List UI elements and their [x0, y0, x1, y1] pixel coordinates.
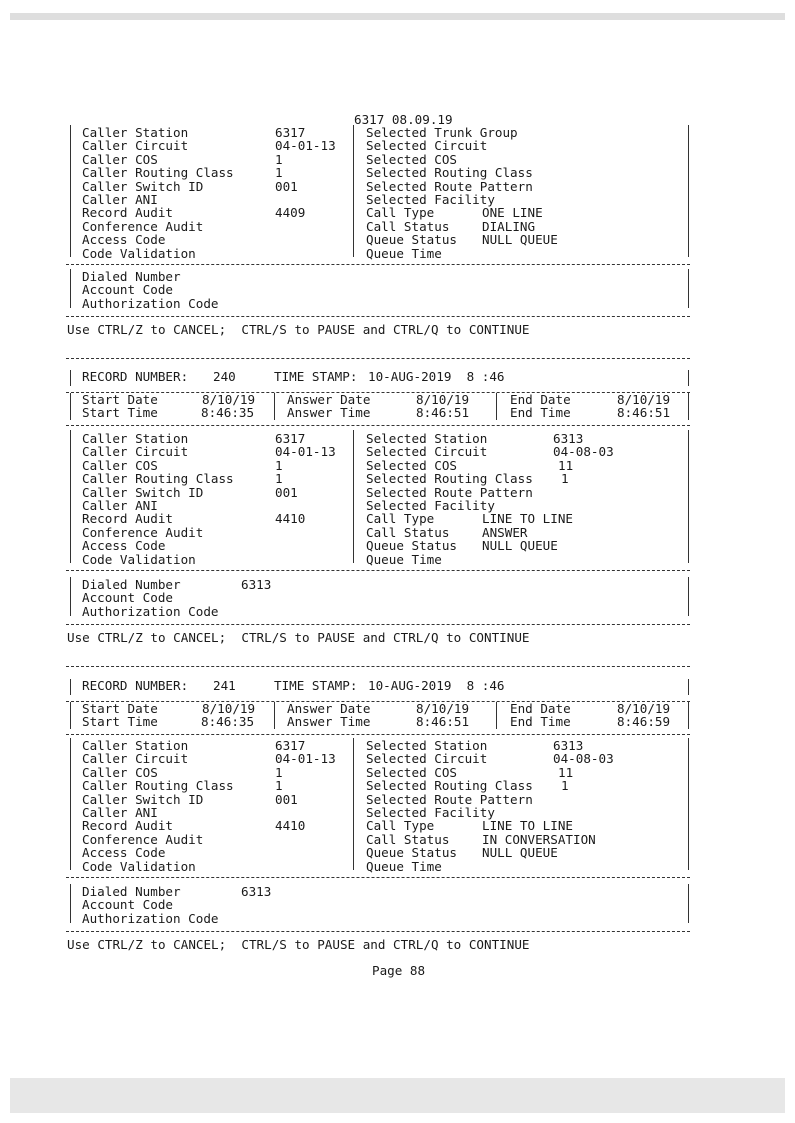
label-dialed-number: Dialed Number	[82, 269, 181, 284]
left-border	[70, 269, 71, 308]
label-answer-date: Answer Date	[287, 701, 371, 716]
value-record-number: 240	[213, 369, 236, 384]
value-selected-routing-class: 1	[561, 778, 569, 794]
label-caller-cos: Caller COS	[82, 151, 158, 167]
value-call-type: ONE LINE	[482, 205, 543, 221]
label-caller-circuit: Caller Circuit	[82, 138, 189, 154]
value-caller-circuit: 04-01-13	[275, 444, 336, 460]
right-border	[688, 430, 689, 563]
value-call-status: ANSWER	[482, 524, 528, 540]
right-border	[688, 125, 689, 257]
right-border	[688, 679, 689, 695]
value-answer-date: 8/10/19	[416, 392, 470, 407]
label-start-date: Start Date	[82, 701, 158, 716]
label-selected-circuit: Selected Circuit	[366, 138, 488, 154]
label-record-number: RECORD NUMBER:	[82, 678, 189, 693]
value-caller-cos: 1	[275, 764, 283, 780]
label-dialed-number: Dialed Number	[82, 577, 181, 592]
label-time-stamp: TIME STAMP:	[274, 369, 358, 384]
label-conference-audit: Conference Audit	[82, 218, 204, 234]
label-answer-time: Answer Time	[287, 405, 371, 421]
label-caller-routing-class: Caller Routing Class	[82, 471, 234, 487]
label-selected-circuit: Selected Circuit	[366, 751, 488, 767]
value-end-date: 8/10/19	[617, 392, 671, 407]
value-answer-date: 8/10/19	[416, 701, 470, 716]
value-caller-switch-id: 001	[275, 178, 298, 194]
value-caller-routing-class: 1	[275, 165, 283, 181]
times-separator	[496, 393, 497, 420]
cancel-pause-prompt: Use CTRL/Z to CANCEL; CTRL/S to PAUSE and CTRL/Q to CONTINUE	[67, 937, 530, 952]
label-selected-station: Selected Station	[366, 738, 488, 753]
right-border	[688, 702, 689, 729]
label-queue-time: Queue Time	[366, 858, 442, 874]
label-record-number: RECORD NUMBER:	[82, 369, 189, 384]
label-end-date: End Date	[510, 392, 571, 407]
value-time-stamp: 10-AUG-2019 8 :46	[368, 678, 505, 693]
times-separator	[274, 702, 275, 729]
left-border	[70, 430, 71, 563]
label-code-validation: Code Validation	[82, 245, 196, 261]
value-caller-cos: 1	[275, 151, 283, 167]
value-selected-cos: 11	[558, 457, 574, 473]
label-access-code: Access Code	[82, 232, 166, 248]
label-caller-circuit: Caller Circuit	[82, 751, 189, 767]
label-access-code: Access Code	[82, 845, 166, 861]
value-call-status: DIALING	[482, 218, 536, 234]
dashed-divider	[66, 316, 690, 317]
value-call-status: IN CONVERSATION	[482, 831, 596, 847]
value-caller-circuit: 04-01-13	[275, 751, 336, 767]
dashed-divider	[66, 734, 690, 735]
label-selected-routing-class: Selected Routing Class	[366, 471, 533, 487]
right-border	[688, 269, 689, 308]
label-record-audit: Record Audit	[82, 511, 173, 527]
label-queue-time: Queue Time	[366, 245, 442, 261]
label-call-type: Call Type	[366, 818, 435, 834]
label-call-status: Call Status	[366, 218, 450, 234]
label-caller-station: Caller Station	[82, 125, 189, 140]
label-end-time: End Time	[510, 714, 571, 730]
label-selected-routing-class: Selected Routing Class	[366, 778, 533, 794]
label-selected-cos: Selected COS	[366, 151, 457, 167]
left-border	[70, 738, 71, 870]
value-caller-station: 6317	[275, 738, 306, 753]
column-separator	[353, 125, 354, 257]
label-selected-route-pattern: Selected Route Pattern	[366, 178, 533, 194]
value-caller-station: 6317	[275, 431, 306, 446]
label-account-code: Account Code	[82, 282, 173, 298]
label-queue-time: Queue Time	[366, 551, 442, 567]
label-caller-switch-id: Caller Switch ID	[82, 484, 204, 500]
label-call-status: Call Status	[366, 831, 450, 847]
label-selected-circuit: Selected Circuit	[366, 444, 488, 460]
dashed-divider	[66, 877, 690, 878]
value-selected-circuit: 04-08-03	[553, 751, 614, 767]
value-dialed-number: 6313	[241, 884, 272, 899]
cancel-pause-prompt: Use CTRL/Z to CANCEL; CTRL/S to PAUSE and CTRL/Q to CONTINUE	[67, 322, 530, 337]
right-border	[688, 884, 689, 923]
label-record-audit: Record Audit	[82, 205, 173, 221]
cancel-pause-prompt: Use CTRL/Z to CANCEL; CTRL/S to PAUSE and CTRL/Q to CONTINUE	[67, 630, 530, 645]
value-answer-time: 8:46:51	[416, 714, 470, 730]
label-queue-status: Queue Status	[366, 845, 457, 861]
label-start-time: Start Time	[82, 405, 158, 421]
value-caller-switch-id: 001	[275, 484, 298, 500]
value-end-time: 8:46:51	[617, 405, 671, 421]
label-caller-circuit: Caller Circuit	[82, 444, 189, 460]
left-border	[70, 577, 71, 616]
label-caller-station: Caller Station	[82, 431, 189, 446]
label-selected-trunk-group: Selected Trunk Group	[366, 125, 518, 140]
label-code-validation: Code Validation	[82, 858, 196, 874]
label-selected-routing-class: Selected Routing Class	[366, 165, 533, 181]
label-caller-routing-class: Caller Routing Class	[82, 778, 234, 794]
right-border	[688, 577, 689, 616]
label-selected-facility: Selected Facility	[366, 805, 495, 820]
column-separator	[353, 738, 354, 870]
value-caller-cos: 1	[275, 457, 283, 473]
label-access-code: Access Code	[82, 538, 166, 554]
value-caller-circuit: 04-01-13	[275, 138, 336, 154]
label-end-time: End Time	[510, 405, 571, 421]
label-time-stamp: TIME STAMP:	[274, 678, 358, 693]
value-start-date: 8/10/19	[202, 392, 256, 407]
value-record-audit: 4410	[275, 818, 306, 834]
label-authorization-code: Authorization Code	[82, 910, 219, 926]
dashed-divider	[66, 666, 690, 667]
value-record-audit: 4409	[275, 205, 306, 221]
value-selected-station: 6313	[553, 738, 584, 753]
label-conference-audit: Conference Audit	[82, 524, 204, 540]
label-end-date: End Date	[510, 701, 571, 716]
value-call-type: LINE TO LINE	[482, 511, 573, 527]
dashed-divider	[66, 425, 690, 426]
dashed-divider	[66, 392, 690, 393]
label-caller-switch-id: Caller Switch ID	[82, 791, 204, 807]
value-end-time: 8:46:59	[617, 714, 671, 730]
label-caller-routing-class: Caller Routing Class	[82, 165, 234, 181]
label-caller-station: Caller Station	[82, 738, 189, 753]
right-border	[688, 738, 689, 870]
value-dialed-number: 6313	[241, 577, 272, 592]
dashed-divider	[66, 701, 690, 702]
left-border	[70, 370, 71, 386]
label-selected-route-pattern: Selected Route Pattern	[366, 791, 533, 807]
label-call-type: Call Type	[366, 511, 435, 527]
value-caller-routing-class: 1	[275, 778, 283, 794]
label-queue-status: Queue Status	[366, 232, 457, 248]
value-start-time: 8:46:35	[201, 714, 255, 730]
value-queue-status: NULL QUEUE	[482, 232, 558, 248]
value-queue-status: NULL QUEUE	[482, 538, 558, 554]
value-answer-time: 8:46:51	[416, 405, 470, 421]
page-reference-header: 6317 08.09.19	[354, 112, 453, 127]
label-caller-ani: Caller ANI	[82, 498, 158, 513]
value-selected-cos: 11	[558, 764, 574, 780]
label-caller-cos: Caller COS	[82, 457, 158, 473]
value-time-stamp: 10-AUG-2019 8 :46	[368, 369, 505, 384]
page-number: Page 88	[372, 963, 426, 978]
dashed-divider	[66, 358, 690, 359]
left-border	[70, 679, 71, 695]
dashed-divider	[66, 264, 690, 265]
label-authorization-code: Authorization Code	[82, 603, 219, 619]
label-dialed-number: Dialed Number	[82, 884, 181, 899]
dashed-divider	[66, 624, 690, 625]
value-selected-circuit: 04-08-03	[553, 444, 614, 460]
label-conference-audit: Conference Audit	[82, 831, 204, 847]
dashed-divider	[66, 570, 690, 571]
times-separator	[496, 702, 497, 729]
times-separator	[274, 393, 275, 420]
label-call-status: Call Status	[366, 524, 450, 540]
label-answer-date: Answer Date	[287, 392, 371, 407]
label-account-code: Account Code	[82, 590, 173, 606]
label-selected-facility: Selected Facility	[366, 192, 495, 207]
label-selected-cos: Selected COS	[366, 764, 457, 780]
right-border	[688, 393, 689, 420]
left-border	[70, 393, 71, 420]
value-start-date: 8/10/19	[202, 701, 256, 716]
value-record-number: 241	[213, 678, 236, 693]
value-start-time: 8:46:35	[201, 405, 255, 421]
left-border	[70, 884, 71, 923]
value-caller-station: 6317	[275, 125, 306, 140]
label-start-date: Start Date	[82, 392, 158, 407]
label-caller-cos: Caller COS	[82, 764, 158, 780]
label-answer-time: Answer Time	[287, 714, 371, 730]
label-code-validation: Code Validation	[82, 551, 196, 567]
left-border	[70, 702, 71, 729]
value-end-date: 8/10/19	[617, 701, 671, 716]
value-call-type: LINE TO LINE	[482, 818, 573, 834]
label-start-time: Start Time	[82, 714, 158, 730]
value-selected-station: 6313	[553, 431, 584, 446]
label-authorization-code: Authorization Code	[82, 295, 219, 311]
label-caller-ani: Caller ANI	[82, 192, 158, 207]
label-call-type: Call Type	[366, 205, 435, 221]
left-border	[70, 125, 71, 257]
label-account-code: Account Code	[82, 897, 173, 913]
label-selected-route-pattern: Selected Route Pattern	[366, 484, 533, 500]
value-record-audit: 4410	[275, 511, 306, 527]
value-selected-routing-class: 1	[561, 471, 569, 487]
dashed-divider	[66, 931, 690, 932]
right-border	[688, 370, 689, 386]
label-queue-status: Queue Status	[366, 538, 457, 554]
label-caller-switch-id: Caller Switch ID	[82, 178, 204, 194]
value-queue-status: NULL QUEUE	[482, 845, 558, 861]
value-caller-switch-id: 001	[275, 791, 298, 807]
label-caller-ani: Caller ANI	[82, 805, 158, 820]
column-separator	[353, 430, 354, 563]
label-record-audit: Record Audit	[82, 818, 173, 834]
label-selected-cos: Selected COS	[366, 457, 457, 473]
label-selected-station: Selected Station	[366, 431, 488, 446]
label-selected-facility: Selected Facility	[366, 498, 495, 513]
value-caller-routing-class: 1	[275, 471, 283, 487]
